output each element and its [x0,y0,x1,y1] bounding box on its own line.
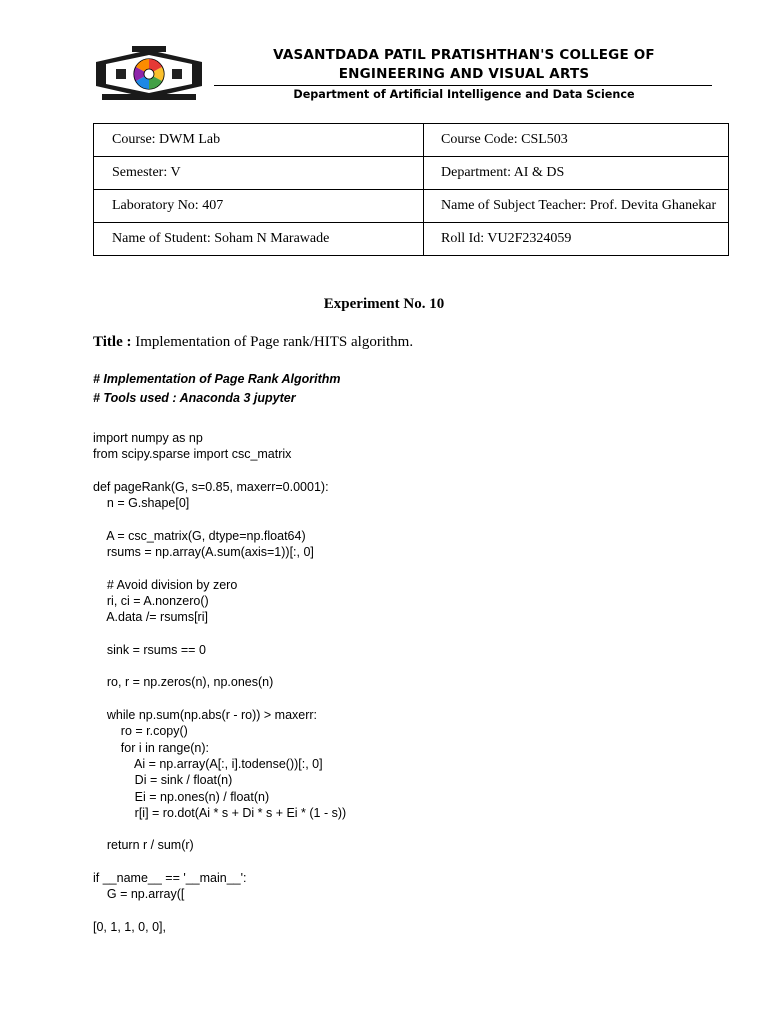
code-line: import numpy as np [93,431,203,445]
code-line: Ai = np.array(A[:, i].todense())[:, 0] [93,756,323,771]
code-line [93,463,346,479]
code-line: if __name__ == '__main__': [93,871,247,886]
table-row [94,190,729,223]
code-line: for i in range(n): [93,740,210,755]
code-line [93,560,346,576]
code-line: A = csc_matrix(G, dtype=np.float64) [93,528,306,543]
code-line: rsums = np.array(A.sum(axis=1))[:, 0] [93,545,314,560]
code-line: return r / sum(r) [93,838,194,853]
code-line [93,903,346,919]
code-block [93,430,346,935]
subject-teacher-cell: Name of Subject Teacher: Prof. Devita Ghanekar [424,190,729,223]
department-name: Department of Artificial Intelligence and Data Science [293,88,635,101]
code-line: from scipy.sparse import csc_matrix [93,447,292,462]
code-line [93,821,346,837]
code-line: def pageRank(G, s=0.85, maxerr=0.0001): [93,479,329,494]
roll-id-cell: Roll Id: VU2F2324059 [424,223,729,256]
code-line [93,658,346,674]
college-logo-icon [92,42,206,104]
code-line: # Avoid division by zero [93,577,238,592]
student-name-cell: Name of Student: Soham N Marawade [94,223,424,256]
code-line: ri, ci = A.nonzero() [93,593,209,608]
experiment-heading: Experiment No. 10 [323,296,445,312]
header-divider [214,85,712,86]
code-line: Di = sink / float(n) [93,773,233,788]
code-line [93,626,346,642]
code-line: Ei = np.ones(n) / float(n) [93,789,270,804]
course-code-cell: Course Code: CSL503 [424,124,729,157]
table-row [94,157,729,190]
code-line: ro, r = np.zeros(n), np.ones(n) [93,675,274,690]
code-line: A.data /= rsums[ri] [93,610,208,625]
code-line: ro = r.copy() [93,724,188,739]
code-line: r[i] = ro.dot(Ai * s + Di * s + Ei * (1 - s)) [93,805,347,820]
table-row [94,124,729,157]
code-line [93,511,346,527]
semester-cell: Semester: V [94,157,424,190]
code-line: [0, 1, 1, 0, 0], [93,919,166,934]
college-header [92,42,712,108]
laboratory-cell: Laboratory No: 407 [94,190,424,223]
code-line [93,854,346,870]
table-row [94,223,729,256]
title-text: Implementation of Page rank/HITS algorithm. [131,334,414,350]
comment-line: # Implementation of Page Rank Algorithm [93,372,341,386]
code-line: sink = rsums == 0 [93,642,206,657]
code-line: while np.sum(np.abs(r - ro)) > maxerr: [93,708,318,723]
college-name: VASANTDADA PATIL PRATISHTHAN'S COLLEGE OF ENGINEERING AND VISUAL ARTS [273,47,655,82]
title-label: Title : [93,334,132,350]
code-line [93,691,346,707]
comment-line: # Tools used : Anaconda 3 jupyter [93,391,296,405]
course-info-table [93,123,729,256]
code-line: G = np.array([ [93,887,185,902]
department-cell: Department: AI & DS [424,157,729,190]
experiment-title [93,334,413,351]
course-cell: Course: DWM Lab [94,124,424,157]
code-line: n = G.shape[0] [93,496,190,511]
